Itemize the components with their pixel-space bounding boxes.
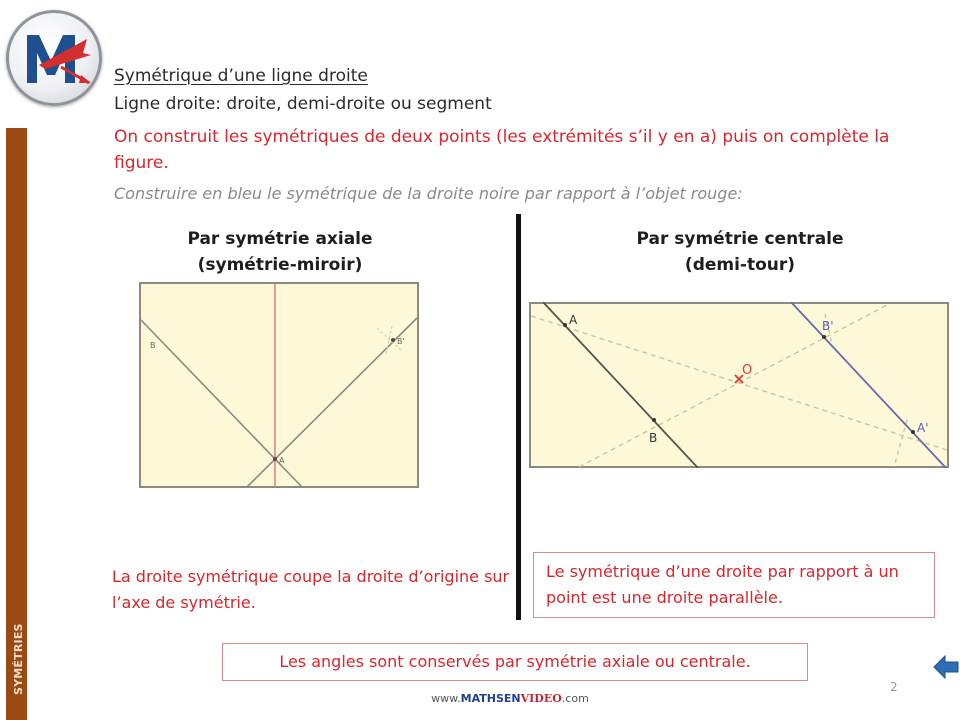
axial-symmetry-heading (120, 226, 440, 278)
mathsenvideo-logo (6, 10, 102, 106)
sidebar-label: SYMÉTRIES (12, 623, 25, 695)
left-arrow-icon[interactable] (932, 654, 960, 680)
construction-rule: On construit les symétriques de deux points (les extrémités s’il y en a) puis on complète la figure. (114, 127, 890, 173)
central-heading-line2: (demi-tour) (684, 255, 796, 275)
central-symmetry-heading (560, 226, 920, 278)
axial-heading-line2: (symétrie-miroir) (197, 255, 363, 275)
point-B-prime (822, 335, 826, 339)
label-O: O (742, 363, 753, 378)
label-B-prime: B' (397, 337, 405, 346)
label-A: A (569, 313, 578, 327)
central-symmetry-figure (529, 302, 949, 468)
vertical-divider (516, 214, 521, 620)
page-number: 2 (890, 680, 898, 694)
angles-note-box (222, 643, 808, 681)
footer-suffix: .com (561, 692, 589, 705)
point-A (563, 323, 567, 327)
point-A (273, 457, 277, 461)
footer-brand-part1: MATHSEN (460, 692, 521, 705)
point-B-prime (391, 338, 395, 342)
exercise-instruction: Construire en bleu le symétrique de la droite noire par rapport à l’objet rouge: (114, 184, 743, 203)
central-heading-line1: Par symétrie centrale (636, 229, 844, 249)
axial-heading-line1: Par symétrie axiale (187, 229, 373, 249)
label-B: B (150, 341, 156, 350)
central-note-box (533, 552, 935, 618)
figure-frame (530, 303, 948, 467)
axial-note: La droite symétrique coupe la droite d’origine sur l’axe de symétrie. (112, 567, 510, 612)
footer-prefix: www. (431, 692, 461, 705)
label-B-prime: B' (822, 319, 834, 333)
mathsenvideo-logo-icon (9, 13, 99, 103)
footer-brand-part2: VIDEO (520, 692, 562, 705)
angles-note-text: Les angles sont conservés par symétrie axiale ou centrale. (279, 652, 751, 671)
label-A: A (279, 456, 285, 465)
point-B (652, 418, 656, 422)
label-A-prime: A' (917, 421, 929, 435)
slide-title: Symétrique d’une ligne droite (114, 66, 368, 86)
central-note-text: Le symétrique d’une droite par rapport à un point est une droite parallèle. (546, 562, 899, 607)
label-B: B (649, 431, 658, 445)
website-footer[interactable] (360, 692, 660, 705)
axial-symmetry-figure (139, 282, 419, 488)
point-A-prime (911, 430, 915, 434)
slide-subtitle: Ligne droite: droite, demi-droite ou segment (114, 94, 492, 114)
